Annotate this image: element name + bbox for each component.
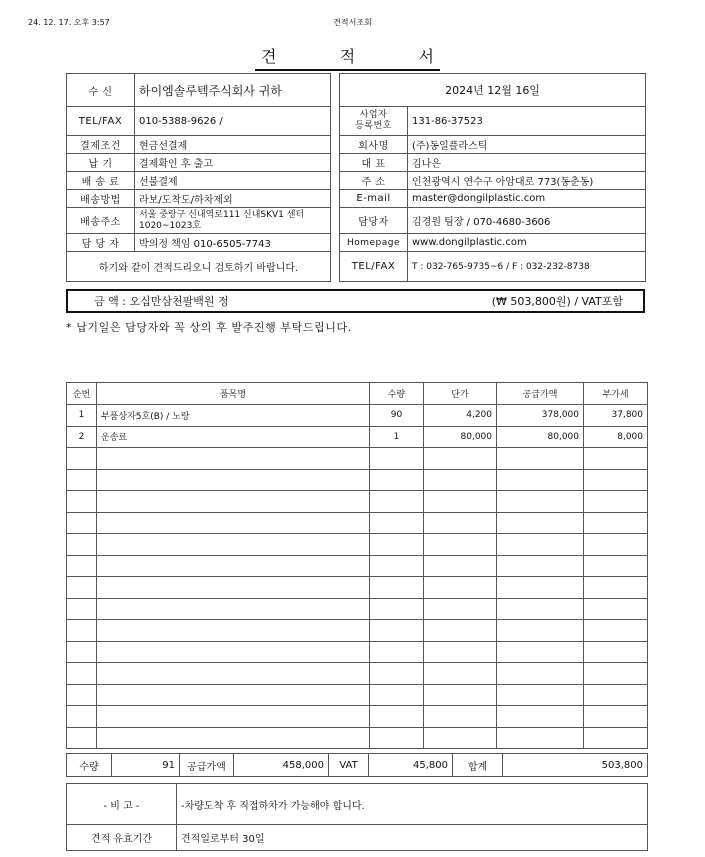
empty-cell — [584, 491, 648, 513]
business-number-label: 사업자 등록번호 — [340, 107, 408, 136]
empty-cell — [370, 663, 424, 685]
print-datetime: 24. 12. 17. 오후 3:57 — [28, 18, 110, 27]
empty-row — [67, 663, 648, 685]
tel-fax-value: 010-5388-9626 / — [135, 107, 331, 136]
empty-cell — [97, 727, 370, 749]
title-char: 서 — [418, 47, 434, 66]
empty-cell — [584, 448, 648, 470]
grand-total-label: 합계 — [453, 754, 503, 777]
items-header-row — [67, 383, 648, 405]
col-header-no: 순번 — [67, 383, 97, 405]
empty-cell — [67, 491, 97, 513]
col-header-vat: 부가세 — [584, 383, 648, 405]
empty-row — [67, 469, 648, 491]
empty-row — [67, 577, 648, 599]
total-vat-value: 45,800 — [369, 754, 453, 777]
shipping-method-value: 라보/도착도/하차제외 — [135, 190, 331, 208]
empty-cell — [67, 448, 97, 470]
empty-cell — [67, 684, 97, 706]
empty-cell — [67, 641, 97, 663]
empty-cell — [97, 469, 370, 491]
total-qty-label: 수량 — [67, 754, 112, 777]
empty-cell — [584, 469, 648, 491]
empty-cell — [97, 620, 370, 642]
empty-cell — [497, 598, 584, 620]
delivery-date-value: 결제확인 후 출고 — [135, 154, 331, 172]
empty-cell — [424, 706, 497, 728]
empty-cell — [67, 512, 97, 534]
remarks-table — [66, 783, 648, 851]
total-qty-value: 91 — [112, 754, 180, 777]
empty-cell — [67, 577, 97, 599]
recipient-table — [66, 73, 331, 282]
manager-label: 담당자 — [340, 208, 408, 234]
empty-cell — [97, 706, 370, 728]
empty-row — [67, 620, 648, 642]
empty-cell — [97, 663, 370, 685]
empty-cell — [497, 684, 584, 706]
empty-cell — [370, 684, 424, 706]
email-label: E-mail — [340, 190, 408, 208]
shipping-address-label: 배송주소 — [67, 208, 135, 234]
manager-value: 김경원 팀장 / 070-4680-3606 — [408, 208, 646, 234]
empty-row — [67, 512, 648, 534]
empty-cell — [497, 491, 584, 513]
empty-cell — [497, 641, 584, 663]
remarks-label: - 비 고 - — [67, 784, 177, 825]
row-item: 부품상자5호(B) / 노랑 — [97, 405, 370, 427]
empty-cell — [424, 620, 497, 642]
amount-box — [66, 289, 645, 313]
empty-row — [67, 727, 648, 749]
empty-cell — [97, 684, 370, 706]
row-qty: 1 — [370, 426, 424, 448]
empty-cell — [67, 534, 97, 556]
table-row — [67, 426, 648, 448]
homepage-label: Homepage — [340, 234, 408, 252]
company-name-label: 회사명 — [340, 136, 408, 154]
empty-cell — [584, 555, 648, 577]
delivery-date-label: 납 기 — [67, 154, 135, 172]
empty-row — [67, 641, 648, 663]
empty-cell — [584, 663, 648, 685]
empty-cell — [370, 512, 424, 534]
shipping-fee-label: 배 송 료 — [67, 172, 135, 190]
empty-cell — [497, 706, 584, 728]
empty-cell — [584, 534, 648, 556]
empty-cell — [424, 727, 497, 749]
row-no: 1 — [67, 405, 97, 427]
request-note: 하기와 같이 견적드리오니 검토하기 바랍니다. — [67, 252, 331, 282]
empty-cell — [424, 663, 497, 685]
grand-total-value: 503,800 — [503, 754, 648, 777]
empty-cell — [424, 555, 497, 577]
title-char: 적 — [339, 47, 356, 66]
row-supply: 80,000 — [497, 426, 584, 448]
amount-text: 금 액 : 오십만삼천팔백원 정 — [94, 295, 229, 308]
empty-cell — [370, 448, 424, 470]
empty-cell — [370, 641, 424, 663]
empty-cell — [424, 641, 497, 663]
row-supply: 378,000 — [497, 405, 584, 427]
empty-cell — [370, 534, 424, 556]
contact-label: 담 당 자 — [67, 234, 135, 252]
empty-rows — [67, 448, 648, 749]
row-no: 2 — [67, 426, 97, 448]
empty-cell — [424, 512, 497, 534]
col-header-qty: 수량 — [370, 383, 424, 405]
empty-row — [67, 598, 648, 620]
total-supply-value: 458,000 — [234, 754, 329, 777]
empty-cell — [370, 577, 424, 599]
empty-cell — [370, 706, 424, 728]
empty-cell — [424, 684, 497, 706]
empty-cell — [67, 706, 97, 728]
contact-value: 박의정 책임 010-6505-7743 — [135, 234, 331, 252]
empty-cell — [97, 641, 370, 663]
amount-figure: (₩ 503,800원) / VAT포함 — [491, 295, 623, 308]
table-row — [67, 405, 648, 427]
empty-cell — [97, 555, 370, 577]
empty-cell — [497, 663, 584, 685]
validity-value: 견적일로부터 30일 — [177, 825, 648, 851]
to-label: 수 신 — [67, 74, 135, 107]
empty-row — [67, 534, 648, 556]
empty-cell — [424, 534, 497, 556]
shipping-address-value: 서울 중랑구 신내역로111 신내SKV1 센터 1020~1023호 — [135, 208, 331, 234]
empty-cell — [370, 469, 424, 491]
empty-cell — [97, 448, 370, 470]
shipping-method-label: 배송방법 — [67, 190, 135, 208]
empty-row — [67, 684, 648, 706]
email-value: master@dongilplastic.com — [408, 190, 646, 208]
page-name: 견적서조회 — [333, 18, 372, 27]
address-label: 주 소 — [340, 172, 408, 190]
items-table — [66, 382, 648, 749]
empty-cell — [424, 448, 497, 470]
empty-cell — [584, 620, 648, 642]
empty-cell — [67, 469, 97, 491]
ceo-value: 김나은 — [408, 154, 646, 172]
shipping-fee-value: 선불결제 — [135, 172, 331, 190]
validity-label: 견적 유효기간 — [67, 825, 177, 851]
row-vat: 8,000 — [584, 426, 648, 448]
empty-cell — [584, 577, 648, 599]
total-supply-label: 공급가액 — [180, 754, 234, 777]
quote-date: 2024년 12월 16일 — [340, 74, 646, 107]
empty-cell — [370, 555, 424, 577]
empty-cell — [497, 448, 584, 470]
empty-cell — [67, 555, 97, 577]
supplier-table — [339, 73, 646, 282]
totals-table — [66, 753, 648, 777]
empty-cell — [497, 727, 584, 749]
row-qty: 90 — [370, 405, 424, 427]
empty-row — [67, 448, 648, 470]
remarks-value: -차량도착 후 직접하차가 가능해야 합니다. — [177, 784, 648, 825]
homepage-value[interactable]: www.dongilplastic.com — [408, 234, 646, 252]
empty-cell — [497, 620, 584, 642]
empty-cell — [370, 598, 424, 620]
empty-cell — [97, 577, 370, 599]
company-name-value: (주)동일플라스틱 — [408, 136, 646, 154]
empty-cell — [67, 727, 97, 749]
empty-cell — [497, 555, 584, 577]
empty-cell — [67, 620, 97, 642]
empty-cell — [584, 598, 648, 620]
empty-cell — [497, 534, 584, 556]
row-vat: 37,800 — [584, 405, 648, 427]
total-vat-label: VAT — [329, 754, 369, 777]
empty-cell — [97, 491, 370, 513]
empty-cell — [370, 620, 424, 642]
empty-cell — [67, 663, 97, 685]
empty-row — [67, 491, 648, 513]
ceo-label: 대 표 — [340, 154, 408, 172]
payment-terms-value: 현금선결제 — [135, 136, 331, 154]
empty-cell — [424, 491, 497, 513]
col-header-unit-price: 단가 — [424, 383, 497, 405]
row-unit-price: 4,200 — [424, 405, 497, 427]
empty-cell — [424, 577, 497, 599]
payment-terms-label: 결제조건 — [67, 136, 135, 154]
document-title — [255, 44, 440, 71]
empty-cell — [370, 727, 424, 749]
empty-cell — [97, 534, 370, 556]
empty-cell — [97, 512, 370, 534]
empty-cell — [497, 469, 584, 491]
supplier-tel-fax-label: TEL/FAX — [340, 252, 408, 282]
row-item: 운송료 — [97, 426, 370, 448]
empty-cell — [584, 512, 648, 534]
empty-cell — [424, 469, 497, 491]
empty-cell — [497, 512, 584, 534]
address-value: 인천광역시 연수구 아암대로 773(동춘동) — [408, 172, 646, 190]
to-value: 하이엠솔루텍주식회사 귀하 — [135, 74, 331, 107]
col-header-supply: 공급가액 — [497, 383, 584, 405]
empty-cell — [370, 491, 424, 513]
business-number-value: 131-86-37523 — [408, 107, 646, 136]
delivery-notice: * 납기일은 담당자와 꼭 상의 후 발주진행 부탁드립니다. — [66, 321, 352, 334]
empty-cell — [584, 727, 648, 749]
title-char: 견 — [261, 47, 277, 66]
empty-cell — [497, 577, 584, 599]
empty-cell — [584, 684, 648, 706]
empty-cell — [67, 598, 97, 620]
empty-row — [67, 706, 648, 728]
supplier-tel-fax-value: T : 032-765-9735~6 / F : 032-232-8738 — [408, 252, 646, 282]
empty-row — [67, 555, 648, 577]
col-header-item: 품목명 — [97, 383, 370, 405]
row-unit-price: 80,000 — [424, 426, 497, 448]
empty-cell — [584, 641, 648, 663]
tel-fax-label: TEL/FAX — [67, 107, 135, 136]
empty-cell — [424, 598, 497, 620]
empty-cell — [584, 706, 648, 728]
empty-cell — [97, 598, 370, 620]
